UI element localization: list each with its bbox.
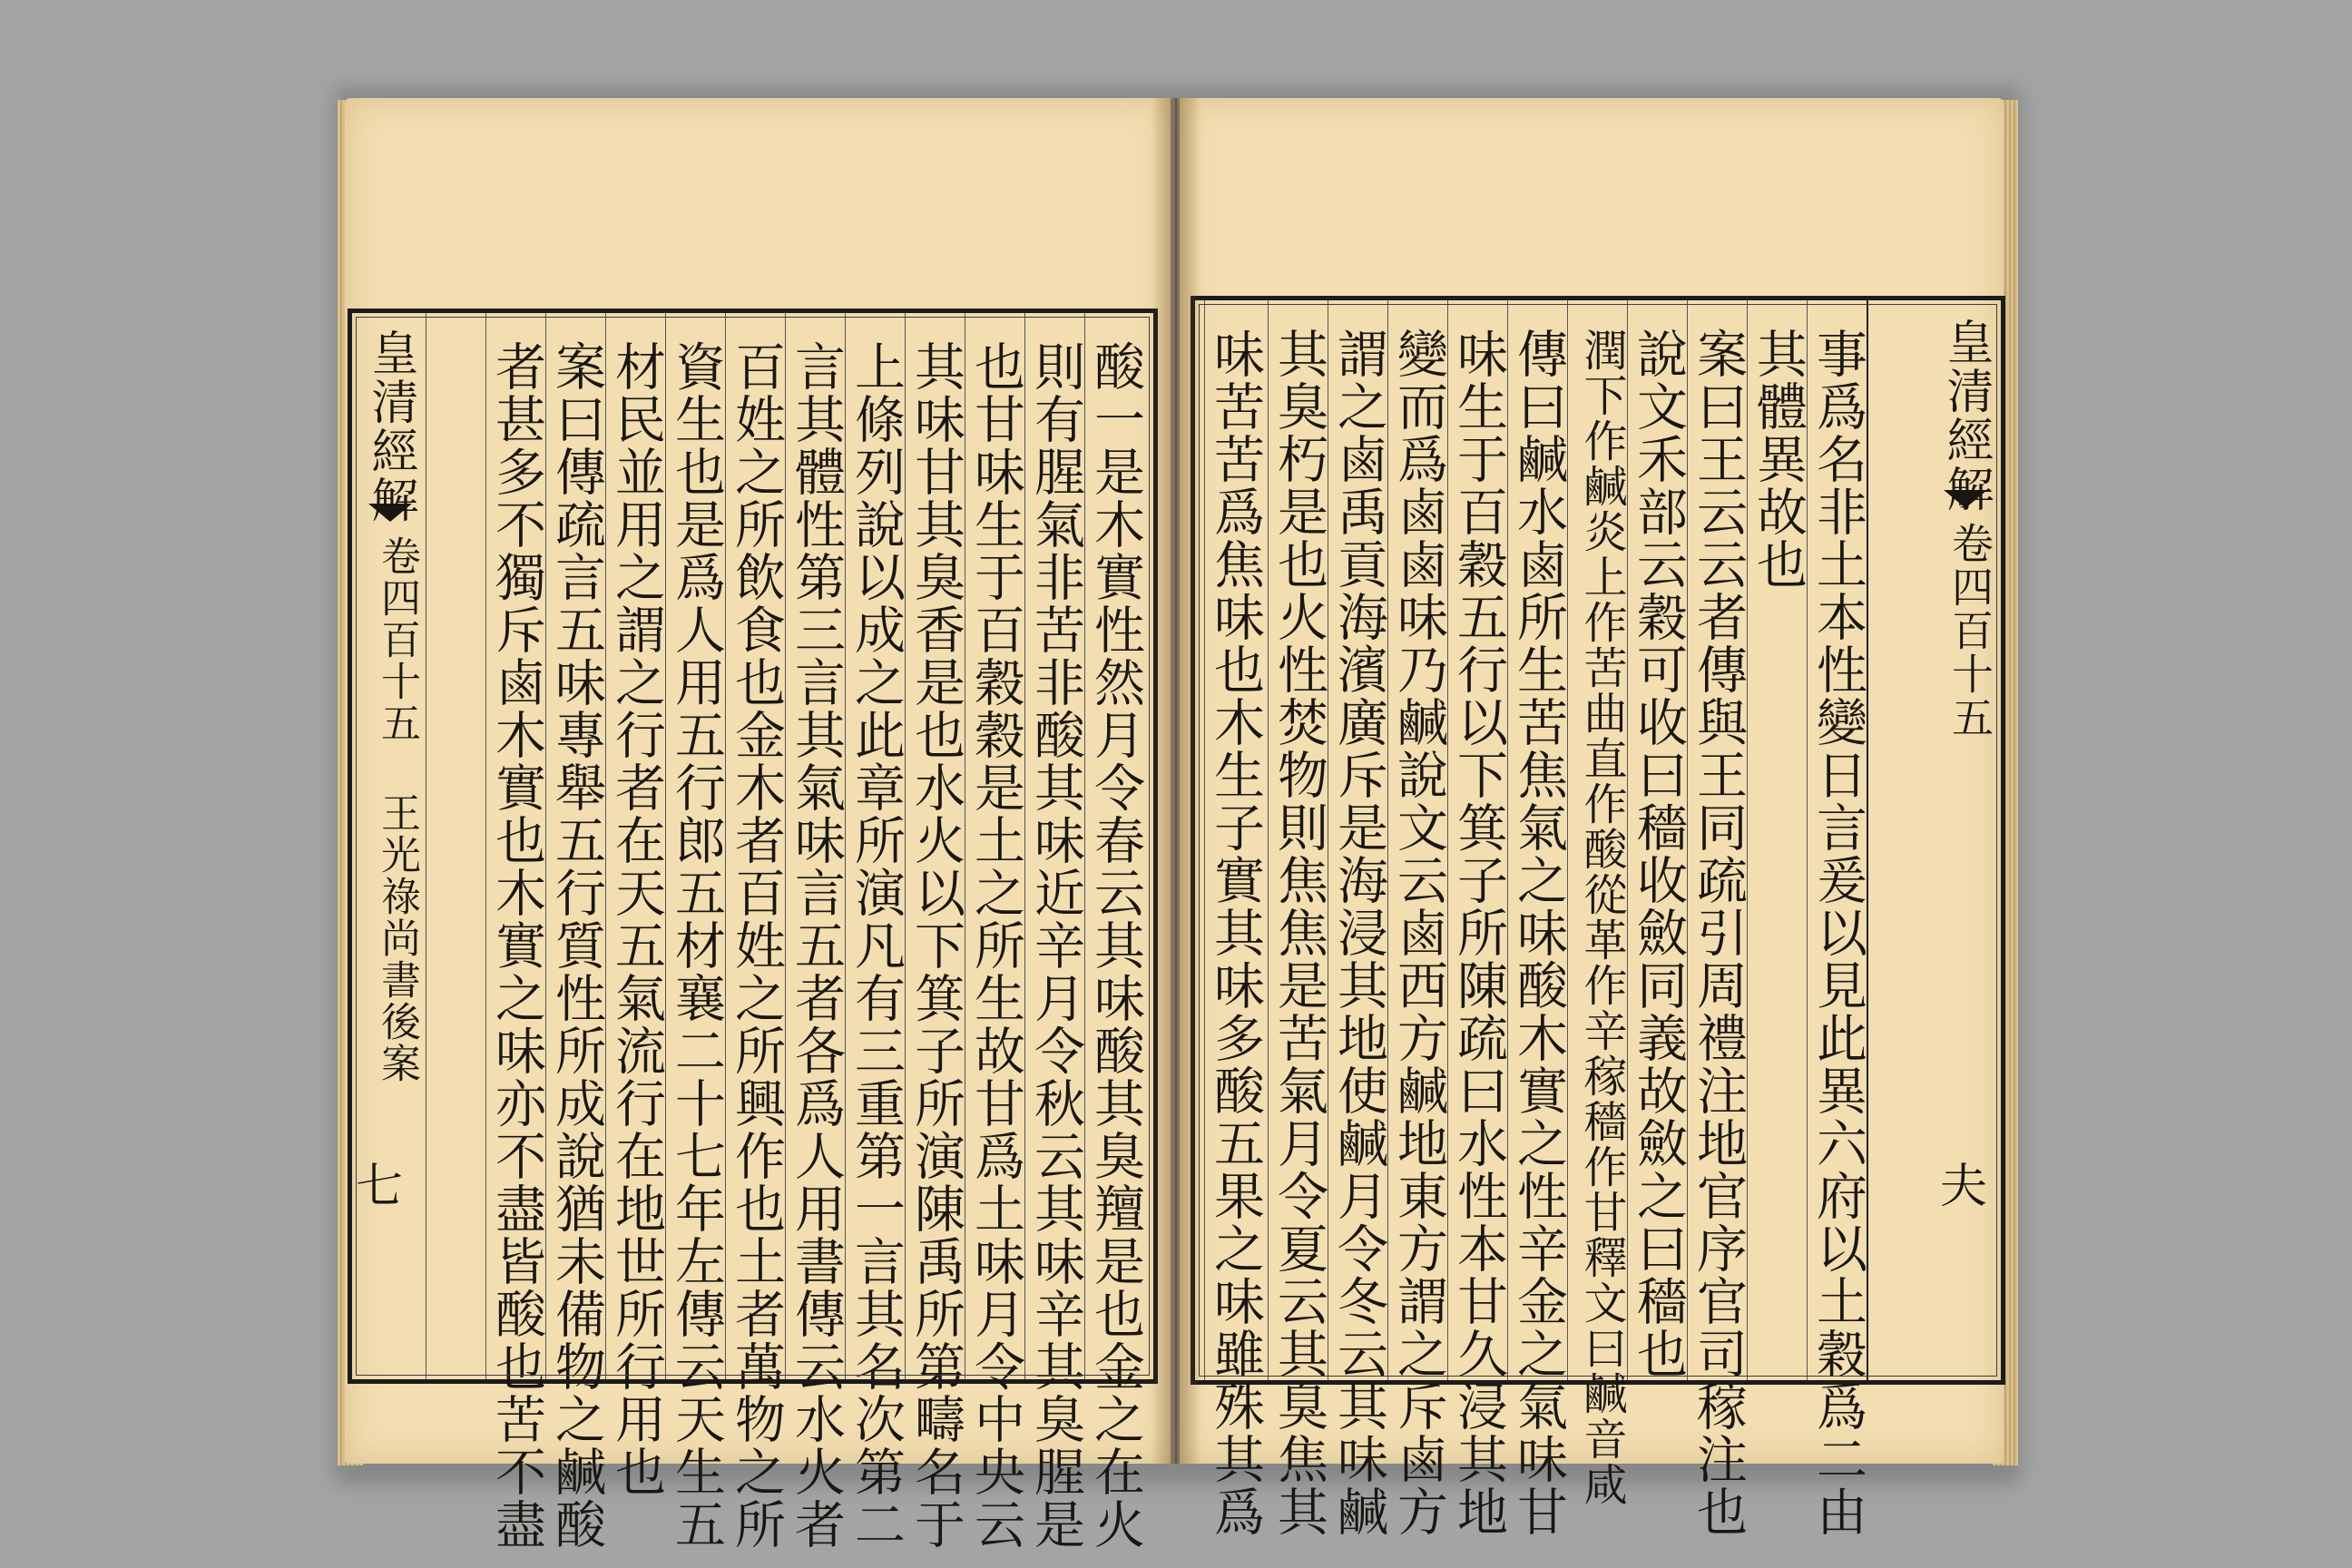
right-column-2 [1747,300,1808,1380]
right-column-5 [1567,300,1628,1507]
right-fishtail-mark [1944,490,1987,508]
text-line: 案曰傳疏言五味專舉五行質性所成說猶未備物之鹹酸 [547,340,606,1551]
text-line: 上條列說以成之此章所演凡有三重第一言其名次第二 [847,340,906,1551]
right-column-9 [1328,300,1388,1538]
text-line: 其味甘其臭香是也水火以下箕子所演陳禹所第疇名于 [906,340,965,1551]
right-margin-rule [1867,300,1928,1380]
right-column-7 [1447,300,1508,1538]
text-line: 說文禾部云穀可收曰穡收斂同義故斂之曰穡也 [1629,328,1688,1380]
text-line: 味苦苦爲焦味也木生子實其味多酸五果之味雖殊其爲 [1206,328,1265,1538]
left-column-7 [725,313,786,1551]
right-column-11 [1204,300,1265,1538]
right-text-frame [1191,296,2005,1538]
right-column-4 [1627,300,1688,1380]
text-line: 其臭朽是也火性焚物則焦焦是苦氣月令夏云其臭焦其 [1269,328,1328,1538]
text-line: 事爲名非土本性變日言爰以見此異六府以土穀爲二由 [1808,328,1867,1538]
text-line: 百姓之所飲食也金木者百姓之所興作也土者萬物之所 [727,340,786,1551]
right-column-10 [1268,300,1328,1538]
text-line: 其體異故也 [1749,328,1808,591]
text-line: 言其體性第三言其氣味言五者各爲人用書傳云水火者 [787,340,846,1551]
left-column-5 [845,313,906,1551]
text-line: 案曰王云云者傳與王同疏引周禮注地官序官司稼注也 [1689,328,1748,1538]
text-line: 者甚多不獨斥鹵木實也木實之味亦不盡皆酸也苦不盡 [487,340,546,1551]
text-line: 變而爲鹵鹵味乃鹹說文云鹵西方鹹地東方謂之斥鹵方 [1389,328,1448,1538]
left-column-6 [785,313,846,1551]
text-line: 則有腥氣非苦非酸其味近辛月令秋云其味辛其臭腥是 [1026,340,1085,1551]
left-margin-subtitle: 卷四百十五 王光祿尚書後案 [374,535,420,1084]
text-line: 傳曰鹹水鹵所生苦焦氣之味酸木實之性辛金之氣味甘 [1509,328,1568,1538]
text-line: 材民並用之謂之行者在天五氣流行在地世所行用也 [607,340,666,1498]
left-margin-title: 皇清經解 [363,328,417,524]
left-column-3 [965,313,1025,1551]
right-column-1 [1807,300,1867,1538]
text-line: 酸一是木實性然月令春云其味酸其臭羶是也金之在火 [1086,340,1145,1551]
text-line: 謂之鹵禹貢海濱廣斥是海浸其地使鹹月令冬云其味鹹 [1329,328,1388,1538]
text-line: 也甘味生于百穀穀是土之所生故甘爲土味月令中央云 [966,340,1025,1551]
book-gutter [1151,98,1201,1464]
left-column-8 [665,313,726,1551]
left-column-10 [545,313,606,1551]
left-column-1 [1084,313,1145,1551]
right-margin-title: 皇清經解 [1938,318,1993,514]
text-line: 潤下作鹹炎上作苦曲直作酸從革作辛稼穡作甘釋文曰鹹音咸 [1576,328,1627,1507]
text-line: 資生也是爲人用五行郎五材襄二十七年左傳云天生五 [667,340,726,1551]
left-text-frame [348,309,1158,1551]
right-column-6 [1507,300,1568,1538]
left-column-9 [605,313,666,1498]
left-folio: 七 [356,1160,404,1214]
right-column-8 [1387,300,1448,1538]
right-folio: 夫 [1940,1160,1988,1214]
right-margin-subtitle: 卷四百十五 [1945,522,1994,740]
text-line: 味生于百穀五行以下箕子所陳疏曰水性本甘久浸其地 [1449,328,1508,1538]
right-column-3 [1687,300,1748,1538]
left-column-11 [485,313,546,1551]
left-column-4 [905,313,965,1551]
left-column-2 [1024,313,1085,1551]
